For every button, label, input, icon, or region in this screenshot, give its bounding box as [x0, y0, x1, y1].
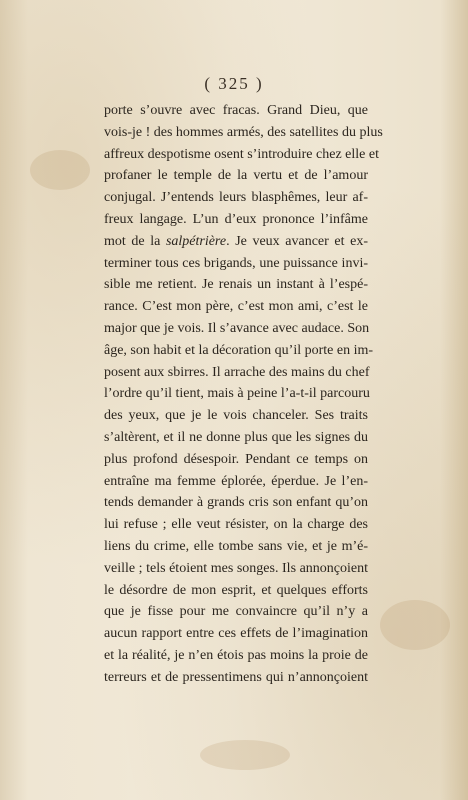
paper-stain	[30, 150, 90, 190]
text-line: conjugal. J’entends leurs blasphêmes, leur af-	[104, 190, 368, 206]
text-line: aucun rapport entre ces effets de l’imagination	[104, 626, 368, 642]
text-line: le désordre de mon esprit, et quelques efforts	[104, 582, 368, 598]
text-line: affreux despotisme osent s’introduire chez elle et	[104, 146, 379, 162]
text-line	[104, 231, 368, 253]
text-line: veille ; tels étoient mes songes. Ils annonçoient	[104, 560, 368, 576]
text-segment: . Je veux avancer et ex-	[226, 233, 368, 249]
text-line: profaner le temple de la vertu et de l’amour	[104, 168, 368, 184]
text-line: terreurs et de pressentimens qui n’annonçoient	[104, 669, 368, 685]
text-line: et la réalité, je n’en étois pas moins la proie de	[104, 647, 368, 663]
text-line: rance. C’est mon père, c’est mon ami, c’est le	[104, 299, 368, 315]
text-line: âge, son habit et la décoration qu’il porte en im-	[104, 342, 374, 358]
text-line: posent aux sbirres. Il arrache des mains du chef	[104, 364, 370, 380]
text-line: tends demander à grands cris son enfant qu’on	[104, 495, 368, 511]
text-line: des yeux, que je le vois chanceler. Ses traits	[104, 408, 368, 424]
body-text	[104, 100, 383, 689]
text-line: vois-je ! des hommes armés, des satellites du plus	[104, 124, 383, 140]
text-line: plus profond désespoir. Pendant ce temps on	[104, 451, 368, 467]
text-line: sible me retient. Je renais un instant à l’espé-	[104, 277, 368, 293]
text-line: entraîne ma femme éplorée, éperdue. Je l’en-	[104, 473, 368, 489]
paper-stain	[200, 740, 290, 770]
text-line: l’ordre qu’il tient, mais à peine l’a-t-il parcouru	[104, 386, 370, 402]
italic-word: salpétrière	[165, 233, 227, 249]
text-line: s’altèrent, et il ne donne plus que les signes du	[104, 429, 368, 445]
text-line: lui refuse ; elle veut résister, on la charge des	[104, 517, 368, 533]
text-line: porte s’ouvre avec fracas. Grand Dieu, que	[104, 103, 368, 118]
text-segment: mot de la	[104, 233, 166, 249]
page-number: ( 325 )	[204, 74, 264, 93]
paper-stain	[380, 600, 450, 650]
text-line: freux langage. L’un d’eux prononce l’infâme	[104, 211, 368, 227]
text-line: que je fisse pour me convaincre qu’il n’y a	[104, 604, 368, 620]
text-line: terminer tous ces brigands, une puissance invi-	[104, 255, 368, 271]
text-line: major que je vois. Il s’avance avec audace. Son	[104, 320, 370, 336]
text-line: liens du crime, elle tombe sans vie, et je m’é-	[104, 538, 368, 554]
